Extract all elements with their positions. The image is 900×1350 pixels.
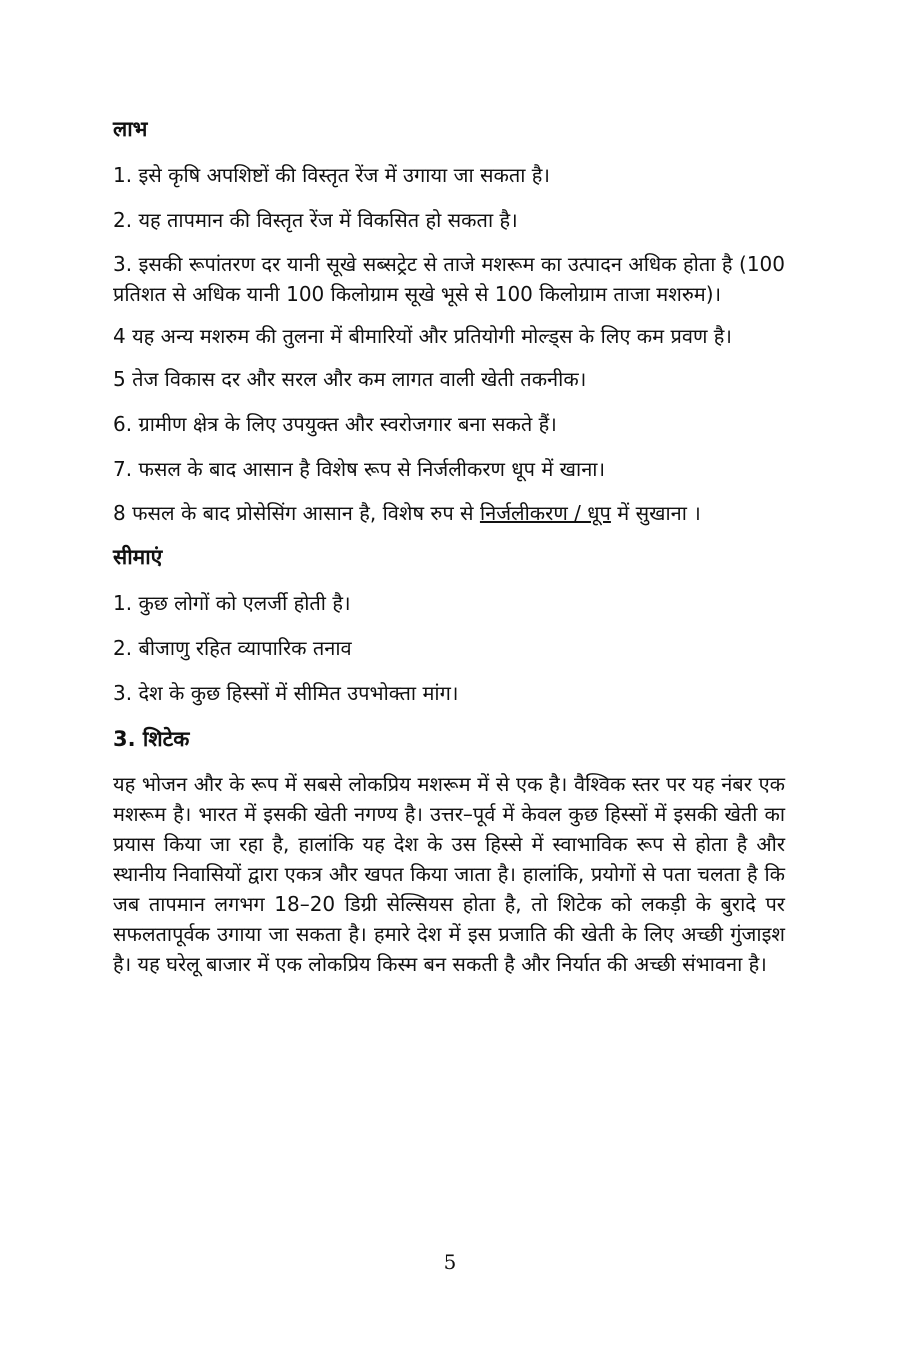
limitations-heading: सीमाएं bbox=[113, 545, 163, 569]
benefit-item-2: 2. यह तापमान की विस्तृत रेंज में विकसित हो सकता है। bbox=[113, 208, 518, 232]
limitation-item-3: 3. देश के कुछ हिस्सों में सीमित उपभोक्ता मांग। bbox=[113, 681, 459, 705]
limitation-item-1: 1. कुछ लोगों को एलर्जी होती है। bbox=[113, 591, 351, 615]
benefit-item-6: 6. ग्रामीण क्षेत्र के लिए उपयुक्त और स्वरोजगार बना सकते हैं। bbox=[113, 412, 557, 436]
benefit-item-8 bbox=[113, 498, 785, 528]
benefits-heading: लाभ bbox=[113, 117, 148, 141]
page-content bbox=[113, 112, 785, 991]
benefit-item-4: 4 यह अन्य मशरुम की तुलना में बीमारियों और प्रतियोगी मोल्ड्स के लिए कम प्रवण है। bbox=[113, 324, 733, 348]
page-number: 5 bbox=[443, 1250, 457, 1274]
benefit-item-5: 5 तेज विकास दर और सरल और कम लागत वाली खेती तकनीक। bbox=[113, 367, 587, 391]
limitation-item-2: 2. बीजाणु रहित व्यापारिक तनाव bbox=[113, 636, 352, 660]
shiitake-paragraph: यह भोजन और के रूप में सबसे लोकप्रिय मशरूम में से एक है। वैश्विक स्तर पर यह नंबर एक मशरूम है। भारत में इसकी खेती नगण्य है। उत्तर–पूर्व में केवल कुछ हिस्सों में इसकी खेती का प्रयास किया जा रहा है, हालांकि यह देश के उस हिस्से में स्वाभाविक रूप से होता है और स्थानीय निवासियों द्वारा एकत्र और खपत किया जाता है। हालांकि, प्रयोगों से पता चलता है कि जब तापमान लगभग 18–20 डिग्री सेल्सियस होता है, तो शिटेक को लकड़ी के बुरादे पर सफलतापूर्वक उगाया जा सकता है। हमारे देश में इस प्रजाति की खेती के लिए अच्छी गुंजाइश है। यह घरेलू बाजार में एक लोकप्रिय किस्म बन सकती है और निर्यात की अच्छी संभावना है। bbox=[113, 772, 785, 976]
benefit-item-3: 3. इसकी रूपांतरण दर यानी सूखे सब्सट्रेट से ताजे मशरूम का उत्पादन अधिक होता है (100 प्रतिशत से अधिक यानी 100 किलोग्राम सूखे भूसे से 100 किलोग्राम ताजा मशरुम)। bbox=[113, 252, 785, 306]
benefit-item-1: 1. इसे कृषि अपशिष्टों की विस्तृत रेंज में उगाया जा सकता है। bbox=[113, 163, 550, 187]
benefit-item-7: 7. फसल के बाद आसान है विशेष रूप से निर्जलीकरण धूप में खाना। bbox=[113, 457, 606, 481]
benefit-item-8-text-before: 8 फसल के बाद प्रोसेसिंग आसान है, विशेष रुप से bbox=[113, 501, 480, 525]
shiitake-heading: 3. शिटेक bbox=[113, 727, 190, 751]
benefit-item-8-underlined: निर्जलीकरण / धूप bbox=[479, 501, 611, 525]
benefit-item-8-text-after: में सुखाना । bbox=[610, 501, 701, 525]
